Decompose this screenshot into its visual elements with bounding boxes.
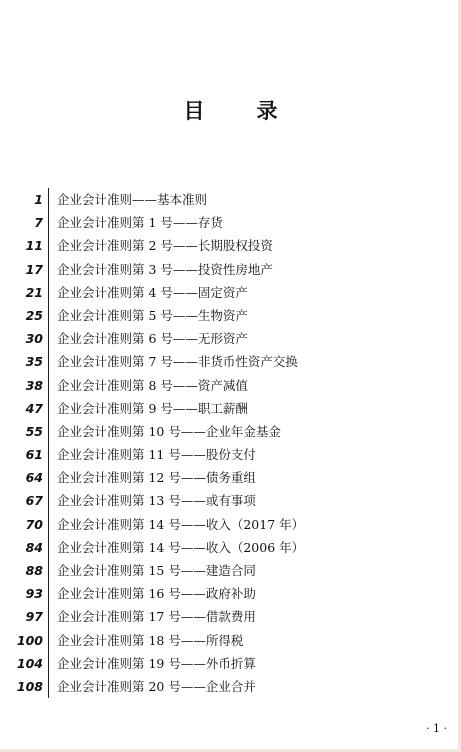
toc-entry-title: 企业会计准则第 10 号——企业年金基金 [57,423,281,439]
toc-entry-title: 企业会计准则第 4 号——固定资产 [57,284,248,300]
toc-entry [0,559,461,582]
toc-entry-title: 企业会计准则第 9 号——职工薪酬 [57,400,248,416]
toc-entry [0,258,461,281]
toc-entry-title: 企业会计准则——基本准则 [57,192,208,207]
toc-entry-title: 企业会计准则第 8 号——资产减值 [57,377,248,393]
toc-entry [0,234,461,257]
toc-entry [0,420,461,443]
toc-page-number: 7 [34,215,43,231]
toc-page-number: 93 [25,586,43,602]
toc-entry [0,397,461,420]
toc-entry-title: 企业会计准则第 5 号——生物资产 [57,307,248,323]
toc-page-number: 88 [25,563,43,578]
toc-entry [0,582,461,605]
toc-entry-title: 企业会计准则第 19 号——外币折算 [57,655,256,671]
toc-entry [0,281,461,304]
toc-entry-title: 企业会计准则第 1 号——存货 [57,215,223,231]
toc-page-number: 47 [25,400,43,416]
toc-entry [0,629,461,652]
toc-page-number: 21 [25,284,43,300]
toc-entry-title: 企业会计准则第 16 号——政府补助 [57,586,256,602]
toc-page-number: 104 [16,655,43,671]
toc-entry [0,443,461,466]
toc-page-number: 61 [25,447,43,463]
toc-entry-title: 企业会计准则第 3 号——投资性房地产 [57,261,273,277]
toc-page-number: 84 [25,539,43,555]
toc-entry [0,652,461,675]
toc-entry-title: 企业会计准则第 14 号——收入（2006 年） [57,539,305,555]
toc-entry [0,350,461,373]
toc-entry [0,489,461,512]
toc-entry [0,513,461,536]
toc-entry [0,466,461,489]
toc-page-number: 1 [34,192,43,207]
toc-page-number: 97 [25,609,43,625]
toc-entry-title: 企业会计准则第 20 号——企业合并 [57,678,256,694]
toc-entry-title: 企业会计准则第 14 号——收入（2017 年） [57,516,305,532]
toc-entry-title: 企业会计准则第 11 号——股份支付 [57,447,256,463]
toc-page-number: 17 [25,261,43,277]
toc-page-number: 11 [25,238,43,254]
toc-page-number: 108 [16,678,43,694]
table-of-contents [0,188,461,698]
toc-entry-title: 企业会计准则第 2 号——长期股权投资 [57,238,273,254]
toc-entry [0,327,461,350]
toc-entry [0,536,461,559]
toc-page-number: 55 [25,423,43,439]
toc-entry-title: 企业会计准则第 6 号——无形资产 [57,331,248,347]
toc-page-number: 35 [25,354,43,370]
toc-entry-title: 企业会计准则第 13 号——或有事项 [57,493,256,509]
toc-entry [0,304,461,327]
toc-entry [0,605,461,628]
toc-entry-title: 企业会计准则第 12 号——债务重组 [57,470,256,486]
toc-page-number: 25 [25,307,43,323]
page-number: · 1 · [426,722,447,735]
toc-entry-title: 企业会计准则第 15 号——建造合同 [57,563,256,578]
toc-page-number: 38 [25,377,43,393]
toc-page-number: 67 [25,493,43,509]
toc-page-number: 30 [25,331,43,347]
toc-page-number: 64 [25,470,43,486]
toc-entry [0,188,461,211]
toc-entry-title: 企业会计准则第 7 号——非货币性资产交换 [57,354,298,370]
toc-entry-title: 企业会计准则第 17 号——借款费用 [57,609,256,625]
toc-entry [0,211,461,234]
toc-entry-title: 企业会计准则第 18 号——所得税 [57,632,244,648]
toc-page-number: 100 [16,632,43,648]
toc-entry [0,374,461,397]
toc-page-number: 70 [25,516,43,532]
toc-entry [0,675,461,698]
page-title: 目录 [183,99,330,123]
